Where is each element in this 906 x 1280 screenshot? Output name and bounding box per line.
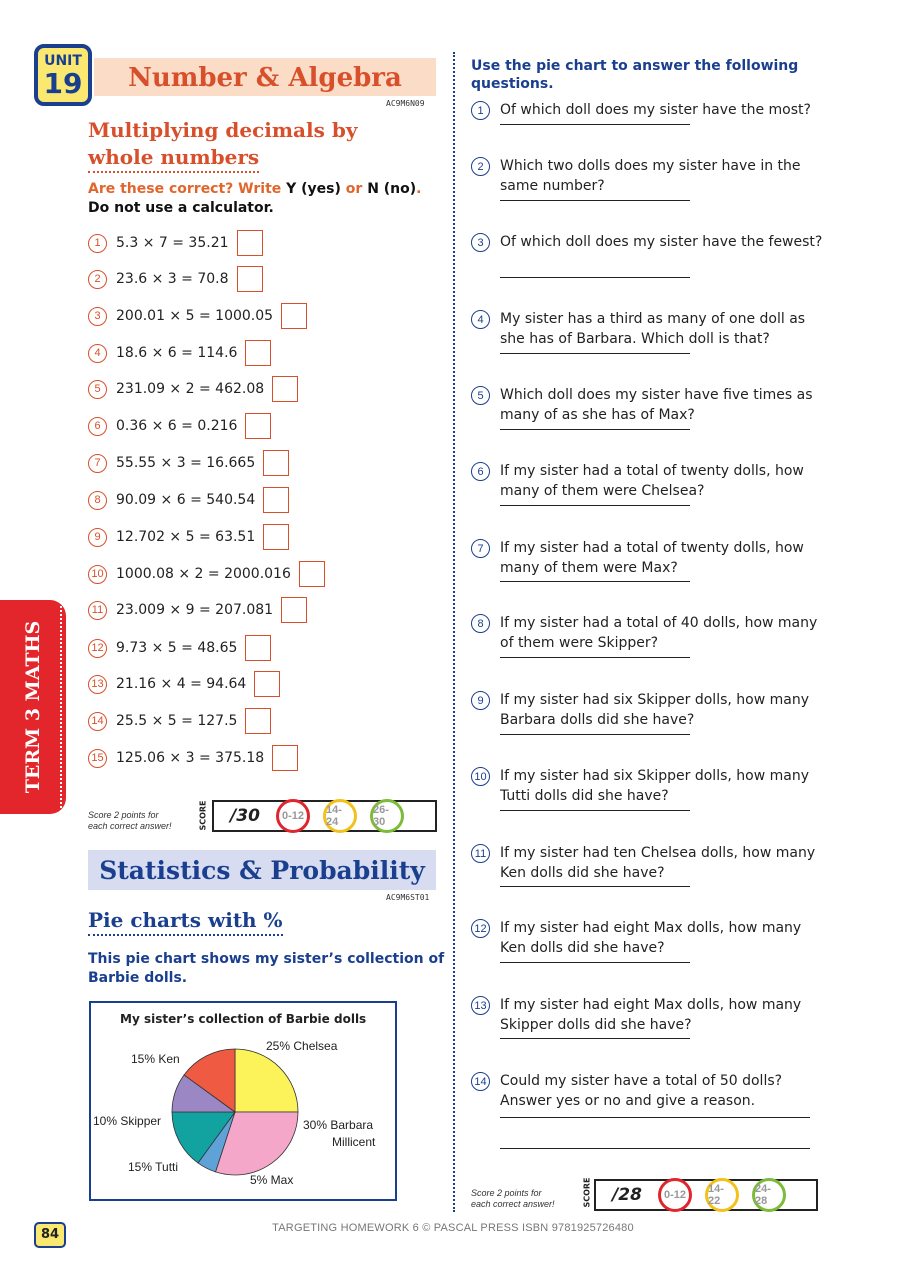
pie-label-ken: 15% Ken <box>131 1052 180 1066</box>
question-item <box>471 232 831 252</box>
instructions-or: or <box>340 181 368 197</box>
instructions-yes: Y (yes) <box>286 181 341 197</box>
pie-chart <box>170 1047 300 1177</box>
question-row <box>88 266 263 292</box>
question-text: If my sister had a total of 40 dolls, how many of them were Skipper? <box>500 615 818 651</box>
pie-label-max: 5% Max <box>250 1173 294 1187</box>
question-text: If my sister had eight Max dolls, how many Skipper dolls did she have? <box>500 997 802 1033</box>
topic-title <box>88 906 283 936</box>
question-item <box>471 690 831 730</box>
answer-box[interactable] <box>237 230 263 256</box>
question-text: 200.01 × 5 = 1000.05 <box>116 308 274 324</box>
question-number: 14 <box>471 1072 490 1091</box>
answer-box[interactable] <box>245 635 271 661</box>
question-text: Of which doll does my sister have the most? <box>500 102 811 118</box>
pie-slice-0 <box>235 1049 298 1112</box>
question-text: If my sister had eight Max dolls, how many Ken dolls did she have? <box>500 920 802 956</box>
question-row <box>88 561 325 587</box>
answer-line[interactable] <box>500 124 690 125</box>
instructions-no: N (no) <box>367 181 417 197</box>
question-text: 5.3 × 7 = 35.21 <box>116 235 229 251</box>
question-number: 9 <box>88 528 107 547</box>
question-text: 9.73 × 5 = 48.65 <box>116 640 238 656</box>
topic-title <box>88 117 357 173</box>
question-number: 13 <box>88 675 107 694</box>
pie-label-skipper: 10% Skipper <box>93 1114 162 1128</box>
score-box <box>212 800 437 832</box>
question-text: 1000.08 × 2 = 2000.016 <box>116 566 291 582</box>
question-number: 6 <box>471 462 490 481</box>
instructions-part1: Are these correct? Write <box>88 181 287 197</box>
question-row <box>88 524 289 550</box>
pie-label-tutti: 15% Tutti <box>128 1160 179 1174</box>
question-text: 90.09 × 6 = 540.54 <box>116 492 256 508</box>
score-band-high: 26-30 <box>370 799 404 833</box>
score-band-high: 24-28 <box>752 1178 786 1212</box>
answer-box[interactable] <box>272 745 298 771</box>
answer-line[interactable] <box>500 734 690 735</box>
unit-number: 19 <box>43 67 83 100</box>
answer-box[interactable] <box>263 487 289 513</box>
question-text: 23.009 × 9 = 207.081 <box>116 602 274 618</box>
pie-label-barbara: 30% Barbara <box>303 1118 374 1132</box>
section-title: Number & Algebra <box>128 63 402 93</box>
answer-box[interactable] <box>299 561 325 587</box>
section-banner-number-algebra <box>94 58 436 96</box>
curriculum-code: AC9M6N09 <box>386 99 425 108</box>
footer-credit: TARGETING HOMEWORK 6 © PASCAL PRESS ISBN 9781925726480 <box>272 1222 634 1234</box>
section-banner-statistics <box>88 850 436 890</box>
question-text: Which doll does my sister have five times as many of as she has of Max? <box>500 387 813 423</box>
score-band-mid: 14-22 <box>705 1178 739 1212</box>
question-text: If my sister had six Skipper dolls, how many Tutti dolls did she have? <box>500 768 809 804</box>
question-number: 2 <box>88 270 107 289</box>
instructions-dot: . <box>416 181 422 197</box>
question-number: 14 <box>88 712 107 731</box>
question-item <box>471 613 831 653</box>
score-note <box>88 810 172 832</box>
topic-title-line1: Multiplying decimals by <box>88 118 358 142</box>
question-row <box>88 303 307 329</box>
question-number: 11 <box>88 601 107 620</box>
question-number: 5 <box>88 380 107 399</box>
question-text: Which two dolls does my sister have in the same number? <box>500 158 801 194</box>
question-text: 23.6 × 3 = 70.8 <box>116 271 229 287</box>
question-number: 12 <box>88 639 107 658</box>
question-number: 10 <box>471 767 490 786</box>
answer-box[interactable] <box>272 376 298 402</box>
question-row <box>88 376 298 402</box>
answer-box[interactable] <box>263 450 289 476</box>
curriculum-code: AC9M6ST01 <box>386 893 430 902</box>
question-number: 3 <box>88 307 107 326</box>
chart-title: My sister’s collection of Barbie dolls <box>120 1012 367 1026</box>
answer-line[interactable] <box>500 1148 810 1149</box>
answer-line[interactable] <box>500 962 690 963</box>
score-box <box>594 1179 818 1211</box>
question-number: 1 <box>471 101 490 120</box>
question-item <box>471 1071 831 1111</box>
question-number: 1 <box>88 234 107 253</box>
question-number: 12 <box>471 919 490 938</box>
score-note-line2: each correct answer! <box>88 821 172 831</box>
question-row <box>88 340 271 366</box>
question-number: 8 <box>88 491 107 510</box>
answer-box[interactable] <box>281 303 307 329</box>
question-row <box>88 413 271 439</box>
pie-intro <box>88 950 444 988</box>
question-number: 2 <box>471 157 490 176</box>
question-number: 3 <box>471 233 490 252</box>
question-item <box>471 843 831 883</box>
question-number: 10 <box>88 565 107 584</box>
question-text: If my sister had six Skipper dolls, how many Barbara dolls did she have? <box>500 692 809 728</box>
unit-label: UNIT <box>44 53 82 69</box>
question-text: 231.09 × 2 = 462.08 <box>116 381 265 397</box>
answer-box[interactable] <box>254 671 280 697</box>
question-text: If my sister had a total of twenty dolls, how many of them were Chelsea? <box>500 463 804 499</box>
answer-line[interactable] <box>500 277 690 278</box>
section-title: Statistics & Probability <box>99 856 425 885</box>
pie-label-chelsea: 25% Chelsea <box>266 1039 338 1053</box>
answer-line[interactable] <box>500 200 690 201</box>
question-row <box>88 450 289 476</box>
right-instructions-line1: Use the pie chart to answer the following <box>471 58 799 74</box>
question-text: My sister has a third as many of one doll as she has of Barbara. Which doll is that? <box>500 311 806 347</box>
pie-intro-line1: This pie chart shows my sister’s collection of <box>88 951 445 967</box>
topic-title-text: Pie charts with % <box>88 906 283 936</box>
question-row <box>88 597 307 623</box>
score-label: SCORE <box>198 800 208 831</box>
question-row <box>88 230 263 256</box>
column-divider <box>453 52 455 1212</box>
answer-line[interactable] <box>500 505 690 506</box>
tab-stitch-edge <box>56 606 62 808</box>
score-band-low: 0-12 <box>276 799 310 833</box>
unit-badge <box>34 44 92 106</box>
right-instructions-line2: questions. <box>471 76 554 92</box>
answer-line[interactable] <box>500 1038 690 1039</box>
answer-box[interactable] <box>281 597 307 623</box>
question-item <box>471 995 831 1035</box>
question-text: 21.16 × 4 = 94.64 <box>116 676 247 692</box>
page-number: 84 <box>34 1222 66 1248</box>
answer-line[interactable] <box>500 353 690 354</box>
instructions <box>88 180 422 218</box>
question-number: 4 <box>471 310 490 329</box>
answer-box[interactable] <box>245 340 271 366</box>
question-text: 0.36 × 6 = 0.216 <box>116 418 238 434</box>
question-text: If my sister had a total of twenty dolls, how many of them were Max? <box>500 540 804 576</box>
question-text: 125.06 × 3 = 375.18 <box>116 750 265 766</box>
question-number: 15 <box>88 749 107 768</box>
question-text: If my sister had ten Chelsea dolls, how many Ken dolls did she have? <box>500 845 816 881</box>
score-band-low: 0-12 <box>658 1178 692 1212</box>
question-text: 18.6 × 6 = 114.6 <box>116 345 238 361</box>
question-number: 7 <box>88 454 107 473</box>
question-number: 13 <box>471 996 490 1015</box>
score-total: /30 <box>230 806 260 826</box>
question-number: 7 <box>471 539 490 558</box>
question-item <box>471 100 831 120</box>
question-item <box>471 309 831 349</box>
score-total: /28 <box>612 1185 642 1205</box>
term-side-tab <box>0 600 66 814</box>
question-number: 6 <box>88 417 107 436</box>
score-band-mid: 14-24 <box>323 799 357 833</box>
question-item <box>471 766 831 806</box>
question-text: 25.5 × 5 = 127.5 <box>116 713 238 729</box>
score-note-line1: Score 2 points for <box>471 1188 542 1198</box>
question-row <box>88 745 298 771</box>
question-number: 9 <box>471 691 490 710</box>
score-note-line2: each correct answer! <box>471 1199 555 1209</box>
answer-line[interactable] <box>500 886 690 887</box>
question-item <box>471 538 831 578</box>
question-text: Of which doll does my sister have the fewest? <box>500 234 823 250</box>
answer-box[interactable] <box>237 266 263 292</box>
pie-intro-line2: Barbie dolls. <box>88 970 188 986</box>
answer-box[interactable] <box>245 708 271 734</box>
question-number: 5 <box>471 386 490 405</box>
answer-line[interactable] <box>500 810 690 811</box>
question-number: 4 <box>88 344 107 363</box>
question-number: 8 <box>471 614 490 633</box>
pie-label-millicent: Millicent <box>332 1135 376 1149</box>
question-text: 12.702 × 5 = 63.51 <box>116 529 256 545</box>
question-row <box>88 635 271 661</box>
question-row <box>88 708 271 734</box>
score-note <box>471 1188 555 1210</box>
topic-title-line2: whole numbers <box>88 144 259 173</box>
side-tab-label: TERM 3 MATHS <box>22 620 44 794</box>
question-item <box>471 918 831 958</box>
answer-line[interactable] <box>500 581 690 582</box>
answer-line[interactable] <box>500 657 690 658</box>
answer-line[interactable] <box>500 429 690 430</box>
question-item <box>471 156 831 196</box>
question-number: 11 <box>471 844 490 863</box>
question-item <box>471 461 831 501</box>
right-instructions <box>471 57 831 93</box>
answer-line[interactable] <box>500 1117 810 1118</box>
instructions-line2: Do not use a calculator. <box>88 200 274 216</box>
answer-box[interactable] <box>245 413 271 439</box>
score-note-line1: Score 2 points for <box>88 810 159 820</box>
question-row <box>88 487 289 513</box>
question-item <box>471 385 831 425</box>
answer-box[interactable] <box>263 524 289 550</box>
question-text: 55.55 × 3 = 16.665 <box>116 455 256 471</box>
question-text: Could my sister have a total of 50 dolls? Answer yes or no and give a reason. <box>500 1073 783 1109</box>
score-label: SCORE <box>582 1177 592 1208</box>
question-row <box>88 671 280 697</box>
